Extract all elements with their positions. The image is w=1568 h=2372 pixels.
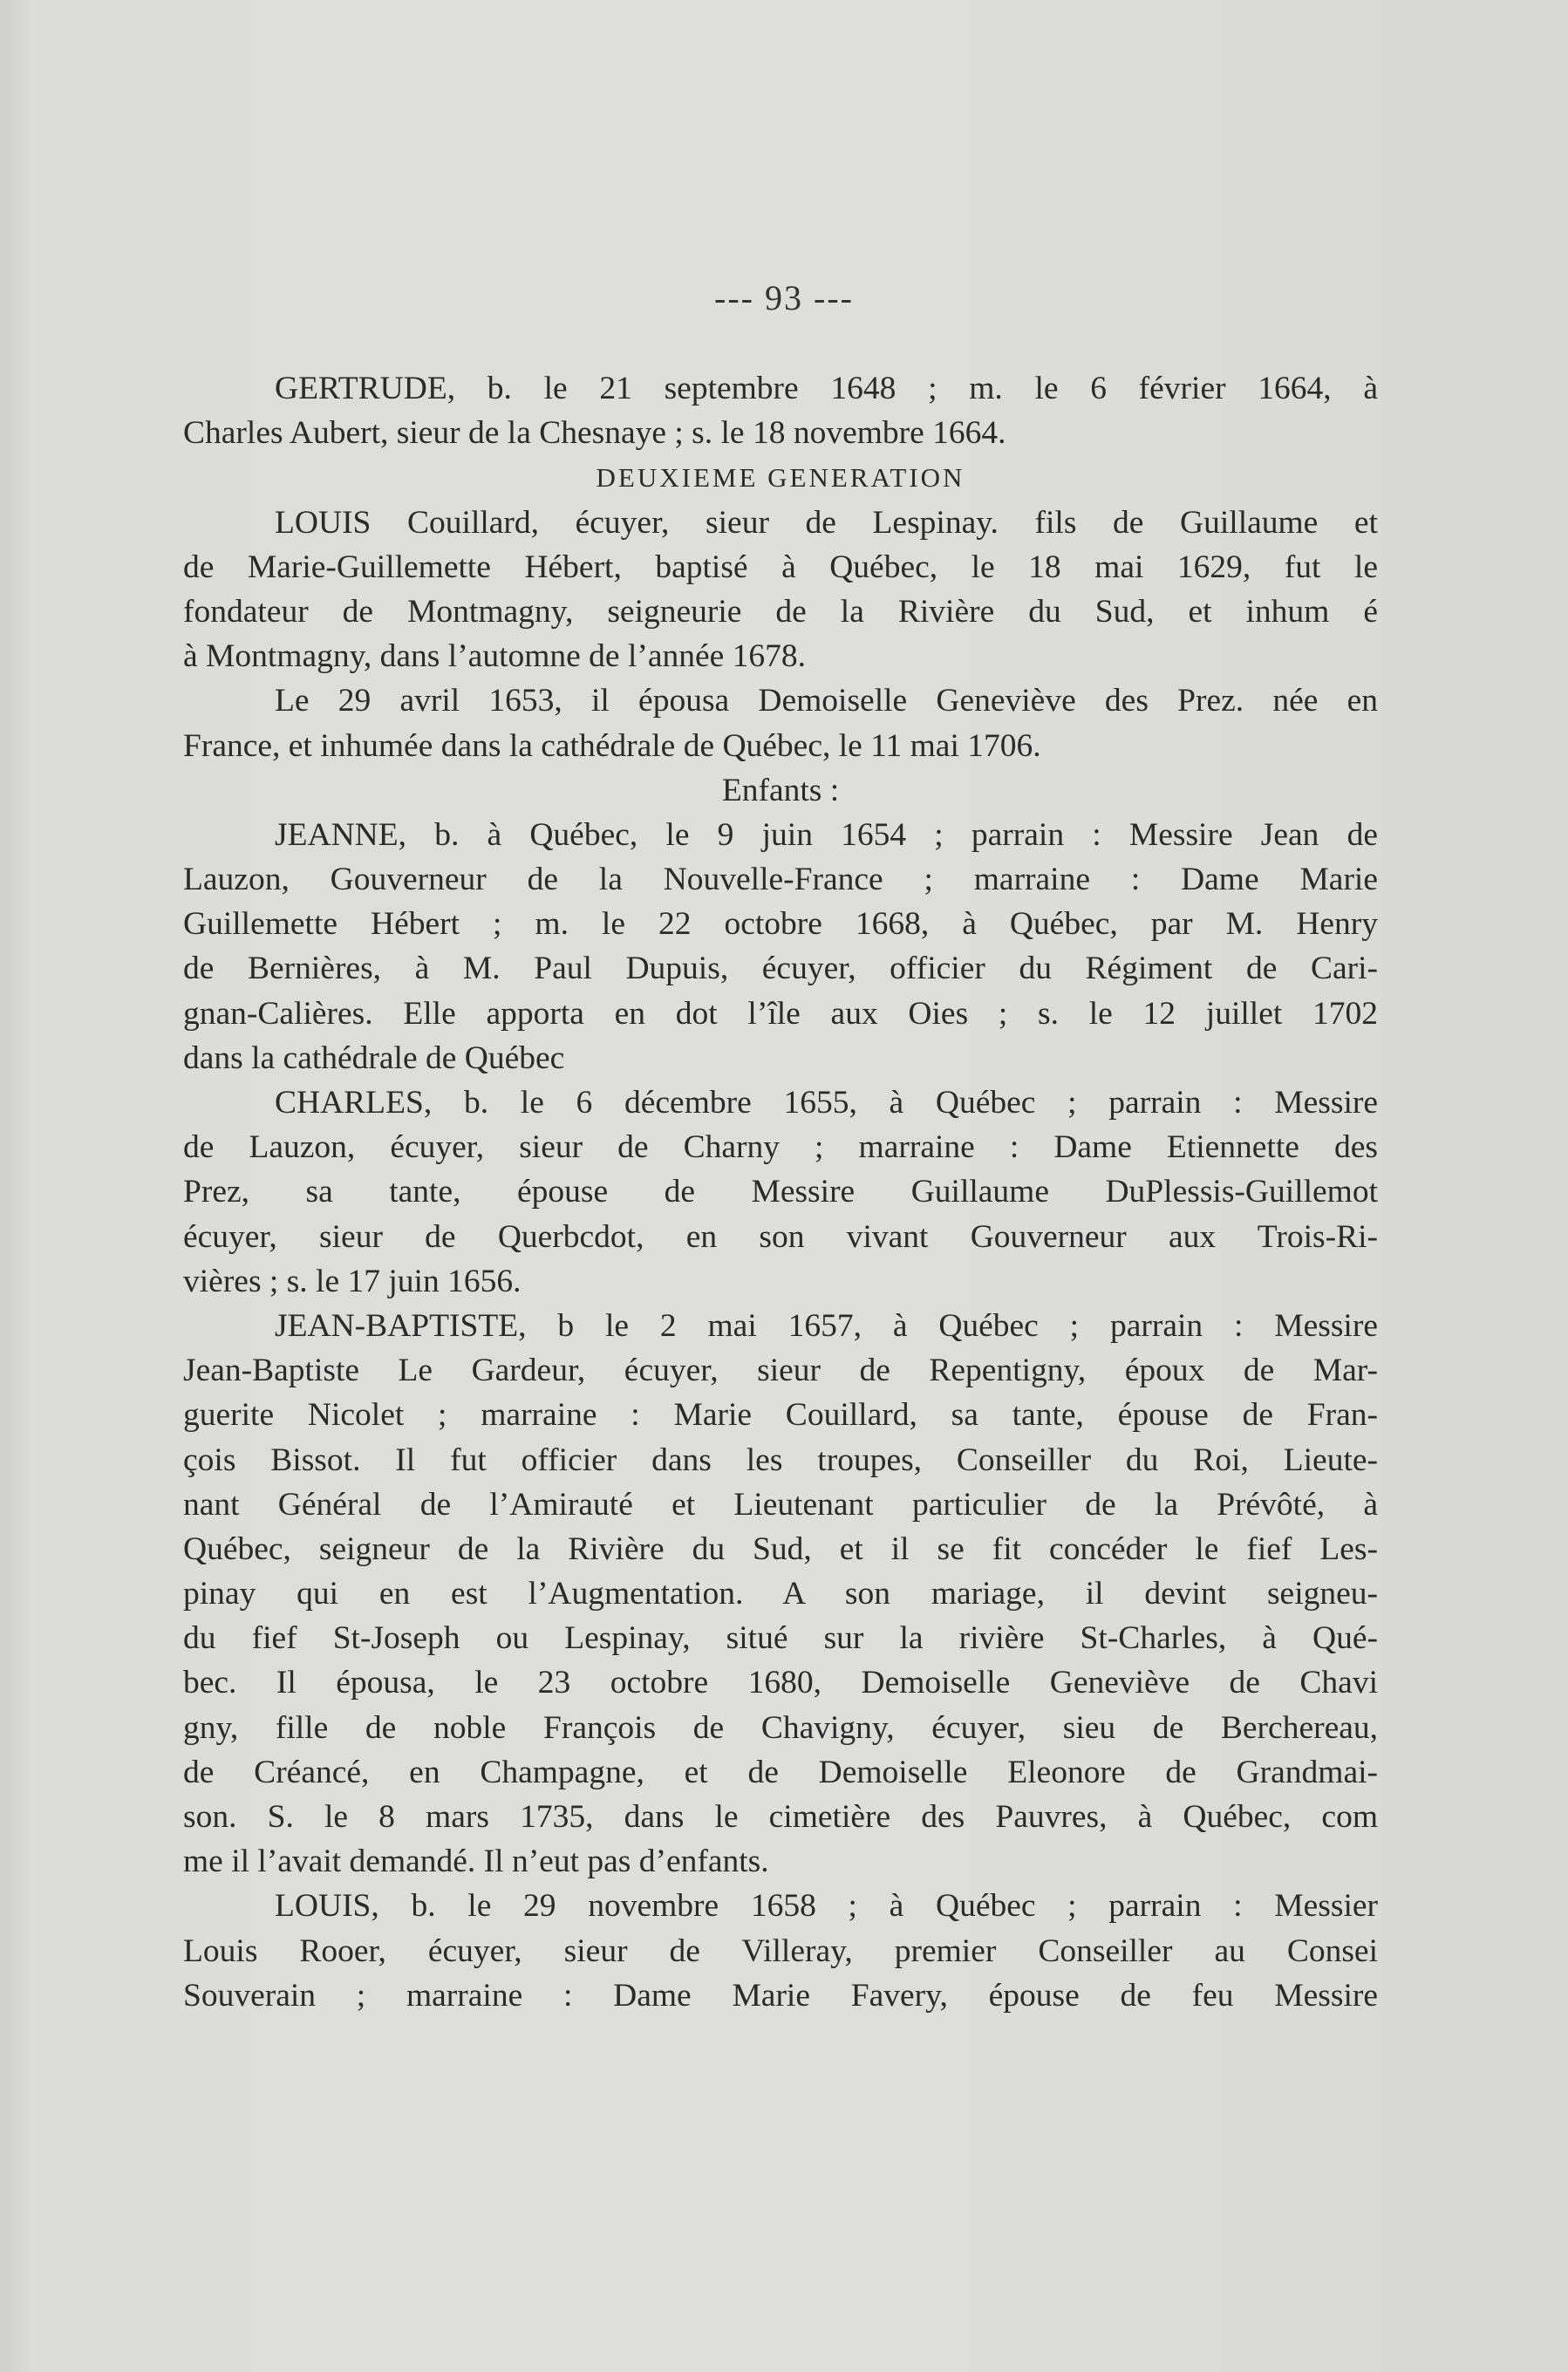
text-line: vières ; s. le 17 juin 1656. (183, 1263, 522, 1299)
text-line: gnan-Calières. Elle apporta en dot l’île aux Oies ; s. le 12 juillet 1702 (183, 995, 1378, 1032)
text-line: Guillemette Hébert ; m. le 22 octobre 1668, à Québec, par M. Henry (183, 906, 1378, 943)
centered-line: Enfants : (721, 772, 840, 808)
text-line: à Montmagny, dans l’automne de l’année 1678. (183, 638, 807, 675)
text-line: de Marie-Guillemette Hébert, baptisé à Québec, le 18 mai 1629, fut le (183, 549, 1378, 585)
text-line: CHARLES, b. le 6 décembre 1655, à Québec ; parrain : Messire (275, 1085, 1378, 1121)
text-line: de Lauzon, écuyer, sieur de Charny ; marraine : Dame Etiennette des (183, 1129, 1378, 1166)
text-line: Louis Rooer, écuyer, sieur de Villeray, premier Conseiller au Consei (183, 1932, 1378, 1969)
text-line: Lauzon, Gouverneur de la Nouvelle-France ; marraine : Dame Marie (183, 862, 1378, 898)
text-line: Jean-Baptiste Le Gardeur, écuyer, sieur de Repentigny, époux de Mar- (183, 1353, 1378, 1389)
text-line: Souverain ; marraine : Dame Marie Favery, épouse de feu Messire (183, 1977, 1378, 2014)
text-line: guerite Nicolet ; marraine : Marie Couillard, sa tante, épouse de Fran- (183, 1397, 1378, 1434)
text-line: bec. Il épousa, le 23 octobre 1680, Demoiselle Geneviève de Chavi (183, 1665, 1378, 1701)
text-line: dans la cathédrale de Québec (183, 1039, 565, 1076)
text-line: France, et inhumée dans la cathédrale de Québec, le 11 mai 1706. (183, 727, 1041, 764)
text-line: du fief St-Joseph ou Lespinay, situé sur la rivière St-Charles, à Qué- (183, 1620, 1378, 1657)
text-line: pinay qui en est l’Augmentation. A son mariage, il devint seigneu- (183, 1576, 1378, 1612)
text-line: LOUIS Couillard, écuyer, sieur de Lespinay. fils de Guillaume et (275, 504, 1378, 541)
text-line: Québec, seigneur de la Rivière du Sud, et il se fit concéder le fief Les- (183, 1530, 1378, 1567)
text-line: GERTRUDE, b. le 21 septembre 1648 ; m. le 6 février 1664, à (275, 371, 1378, 406)
text-line: JEANNE, b. à Québec, le 9 juin 1654 ; parrain : Messire Jean de (275, 816, 1378, 853)
text-line: écuyer, sieur de Querbcdot, en son vivant Gouverneur aux Trois-Ri- (183, 1218, 1378, 1255)
text-line: de Bernières, à M. Paul Dupuis, écuyer, officier du Régiment de Cari- (183, 951, 1378, 987)
section-heading: DEUXIEME GENERATION (596, 462, 965, 494)
text-line: me il l’avait demandé. Il n’eut pas d’enfants. (183, 1844, 769, 1880)
text-line: Prez, sa tante, épouse de Messire Guillaume DuPlessis-Guillemot (183, 1174, 1378, 1210)
text-line: Charles Aubert, sieur de la Chesnaye ; s. le 18 novembre 1664. (183, 415, 1006, 452)
page-number: --- 93 --- (714, 278, 854, 317)
text-line: Le 29 avril 1653, il épousa Demoiselle Geneviève des Prez. née en (275, 683, 1378, 719)
text-line: çois Bissot. Il fut officier dans les troupes, Conseiller du Roi, Lieute- (183, 1442, 1378, 1478)
text-line: nant Général de l’Amirauté et Lieutenant particulier de la Prévôté, à (183, 1486, 1378, 1523)
text-line: LOUIS, b. le 29 novembre 1658 ; à Québec ; parrain : Messier (275, 1888, 1378, 1925)
text-line: de Créancé, en Champagne, et de Demoiselle Eleonore de Grandmai- (183, 1754, 1378, 1790)
body-text (183, 366, 1378, 2018)
text-line: son. S. le 8 mars 1735, dans le cimetière des Pauvres, à Québec, com (183, 1799, 1378, 1835)
text-line: fondateur de Montmagny, seigneurie de la Rivière du Sud, et inhum é (183, 593, 1378, 630)
text-line: JEAN-BAPTISTE, b le 2 mai 1657, à Québec ; parrain : Messire (275, 1307, 1378, 1344)
text-line: gny, fille de noble François de Chavigny, écuyer, sieu de Berchereau, (183, 1709, 1378, 1746)
